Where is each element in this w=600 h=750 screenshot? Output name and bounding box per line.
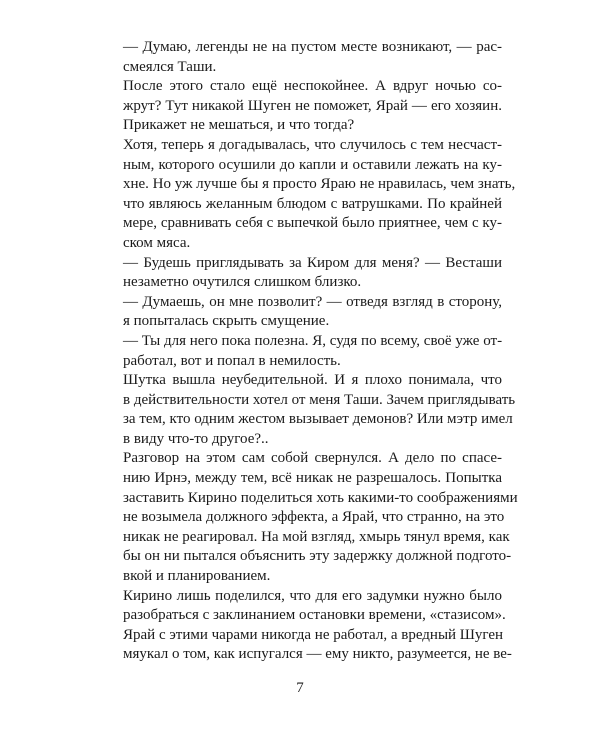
paragraph <box>103 77 502 136</box>
paragraph <box>103 371 516 449</box>
text-line: хне. Но уж лучше бы я просто Яраю не нравилась, чем знать, <box>123 176 516 193</box>
text-line: работал, вот и попал в немилость. <box>123 352 341 369</box>
text-line: ском мяса. <box>123 234 191 251</box>
paragraph <box>103 293 502 332</box>
paragraph <box>103 332 502 371</box>
paragraph <box>103 38 502 77</box>
text-line: мяукал о том, как испугался — ему никто, разумеется, не ве- <box>123 646 512 663</box>
text-line: что являюсь желанным блюдом с ватрушками. По крайней <box>123 195 502 212</box>
text-line: заставить Кирино поделиться хоть какими-то соображениями <box>123 489 518 506</box>
text-line: вкой и планированием. <box>123 568 271 585</box>
paragraph <box>103 254 502 293</box>
text-line: жрут? Тут никакой Шуген не поможет, Ярай — его хозяин. <box>123 97 502 114</box>
text-line: — Ты для него пока полезна. Я, судя по всему, своё уже от- <box>123 332 503 349</box>
paragraph <box>103 136 516 254</box>
text-line: — Думаю, легенды не на пустом месте возникают, — рас- <box>123 39 502 55</box>
paragraph <box>103 587 512 665</box>
text-line: — Будешь приглядывать за Киром для меня? — Весташи <box>123 254 502 271</box>
page-number: 7 <box>296 680 304 696</box>
text-line: ным, которого осушили до капли и оставили лежать на ку- <box>123 156 502 173</box>
text-line: бы он ни пытался объяснить эту задержку должной подгото- <box>123 548 512 565</box>
text-line: незаметно очутился слишком близко. <box>123 274 362 291</box>
text-line: Шутка вышла неубедительной. И я плохо понимала, что <box>123 372 502 389</box>
text-line: никак не реагировал. На мой взгляд, хмырь тянул время, как <box>123 528 510 545</box>
text-line: я попыталась скрыть смущение. <box>123 313 330 330</box>
text-line: Кирино лишь поделился, что для его задумки нужно было <box>123 587 502 604</box>
text-line: за тем, кто одним жестом вызывает демонов? Или мэтр имел <box>123 411 513 428</box>
text-line: в действительности хотел от меня Таши. Зачем приглядывать <box>123 391 516 408</box>
text-line: Разговор на этом сам собой свернулся. А дело по спасе- <box>123 450 502 467</box>
text-line: — Думаешь, он мне позволит? — отведя взгляд в сторону, <box>123 293 502 310</box>
text-line: не возымела должного эффекта, а Ярай, что странно, на это <box>123 509 505 526</box>
text-line: Хотя, теперь я догадывалась, что случилось с тем несчаст- <box>123 136 502 153</box>
body-text <box>103 38 518 665</box>
text-line: После этого стало ещё неспокойнее. А вдруг ночью со- <box>123 78 502 95</box>
text-line: мере, сравнивать себя с выпечкой было приятнее, чем с ку- <box>123 215 502 232</box>
text-line: Ярай с этими чарами никогда не работал, а вредный Шуген <box>123 626 504 643</box>
text-line: разобраться с заклинанием остановки времени, «стазисом». <box>123 607 506 624</box>
text-line: Прикажет не мешаться, и что тогда? <box>123 117 355 134</box>
paragraph <box>103 449 518 586</box>
text-line: в виду что-то другое?.. <box>123 430 269 447</box>
text-line: нию Ирнэ, между тем, всё никак не разрешалось. Попытка <box>123 470 502 487</box>
text-line: смеялся Таши. <box>123 58 217 75</box>
